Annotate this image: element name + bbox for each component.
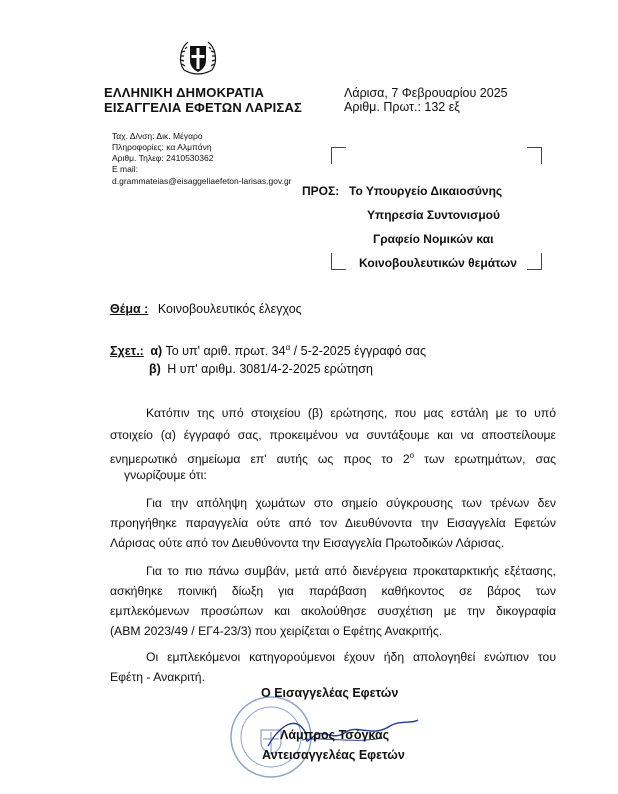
body-p3-line3: εμπλεκόμενων προσώπων και ακολούθησε συσχέτιση με την δικογραφία — [110, 604, 556, 618]
address-window-corner-tr — [527, 147, 542, 164]
signature-role: Αντεισαγγελέας Εφετών — [262, 748, 405, 762]
body-p1-line1: Κατόπιν της υπό στοιχείου (β) ερώτησης, που μας εστάλη με το υπό — [146, 406, 556, 420]
coat-of-arms-emblem-icon — [176, 36, 220, 80]
signature-title: Ο Εισαγγελέας Εφετών — [261, 686, 399, 700]
address-window-corner-bl — [331, 253, 346, 270]
recipient-line-3: Γραφείο Νομικών και — [373, 232, 494, 246]
reference-b-text: Η υπ' αριθμ. 3081/4-2-2025 ερώτηση — [167, 362, 373, 376]
reference-b-label: β) — [149, 362, 161, 376]
recipient-label: ΠΡΟΣ: — [302, 184, 340, 198]
email-address: d.grammateias@eisaggeliaefeton-larisas.gov.gr — [112, 176, 292, 186]
country-name: ΕΛΛΗΝΙΚΗ ΔΗΜΟΚΡΑΤΙΑ — [104, 85, 265, 100]
recipient-line-4: Κοινοβουλευτικών θεμάτων — [359, 256, 517, 270]
subject-row — [110, 302, 302, 316]
place-date: Λάρισα, 7 Φεβρουαρίου 2025 — [344, 86, 508, 100]
body-p1-line4: γνωρίζουμε ότι: — [124, 468, 207, 482]
protocol-number: Αριθμ. Πρωτ.: 132 εξ — [344, 100, 460, 114]
body-p3-line1: Για το πιο πάνω συμβάν, μετά από διενέργεια προκαταρκτικής εξέτασης, — [146, 564, 556, 578]
reference-a-label: α) — [150, 344, 163, 359]
reference-a-text: Το υπ' αριθ. πρωτ. $34^\alpha / 5-2-2025$ έγγραφό σας — [165, 343, 427, 359]
subject-label: Θέμα : — [110, 302, 149, 316]
reference-label: Σχετ.: — [110, 344, 144, 359]
recipient-line-1: Το Υπουργείο Δικαιοσύνης — [349, 184, 503, 198]
body-p2-line2: προηγήθηκε παραγγελία ούτε από τον Διευθύνοντα την Εισαγγελία Εφετών — [110, 516, 556, 530]
office-name: ΕΙΣΑΓΓΕΛΙΑ ΕΦΕΤΩΝ ΛΑΡΙΣΑΣ — [104, 100, 303, 115]
subject-text: Κοινοβουλευτικός έλεγχος — [157, 302, 302, 316]
reference-b — [149, 362, 373, 376]
body-p4-line1: Οι εμπλεκόμενοι κατηγορούμενοι έχουν ήδη απολογηθεί ενώπιον του — [146, 650, 556, 664]
reference-a — [110, 343, 426, 358]
address-line: Ταχ. Δ/νση: Δικ. Μέγαρο — [112, 131, 203, 141]
body-p1-line2: στοιχείο (α) έγγραφό σας, προκειμένου να συντάξουμε και να αποστείλουμε — [110, 428, 556, 442]
body-p3-line2: ασκήθηκε ποινική δίωξη για παράβαση καθήκοντος σε βάρος των — [110, 584, 556, 598]
body-p4-line2: Εφέτη - Ανακριτή. — [110, 670, 205, 684]
address-window-corner-br — [527, 253, 542, 270]
email-label: E mail: — [112, 164, 138, 174]
phone-line: Αριθμ. Τηλεφ: 2410530362 — [112, 153, 214, 163]
address-window-corner-tl — [331, 147, 346, 164]
body-p2-line3: Λάρισας ούτε από τον Διευθύνοντα την Εισαγγελία Πρωτοδικών Λάρισας. — [110, 536, 505, 550]
recipient-line-2: Υπηρεσία Συντονισμού — [367, 208, 500, 222]
body-p1-line3: ενημερωτικό σημείωμα επ' αυτής ως προς το $2^o$ των ερωτημάτων, σας — [110, 451, 556, 467]
signature-name: Λάμπρος Τσόγκας — [280, 728, 390, 742]
body-p3-line4: (ΑΒΜ 2023/49 / ΕΓ4-23/3) που χειρίζεται ο Εφέτης Ανακριτής. — [110, 624, 443, 638]
info-line: Πληροφορίες: κα Αλμπάνη — [112, 142, 212, 152]
body-p2-line1: Για την απόληψη χωμάτων στο σημείο σύγκρουσης των τρένων δεν — [146, 496, 556, 510]
